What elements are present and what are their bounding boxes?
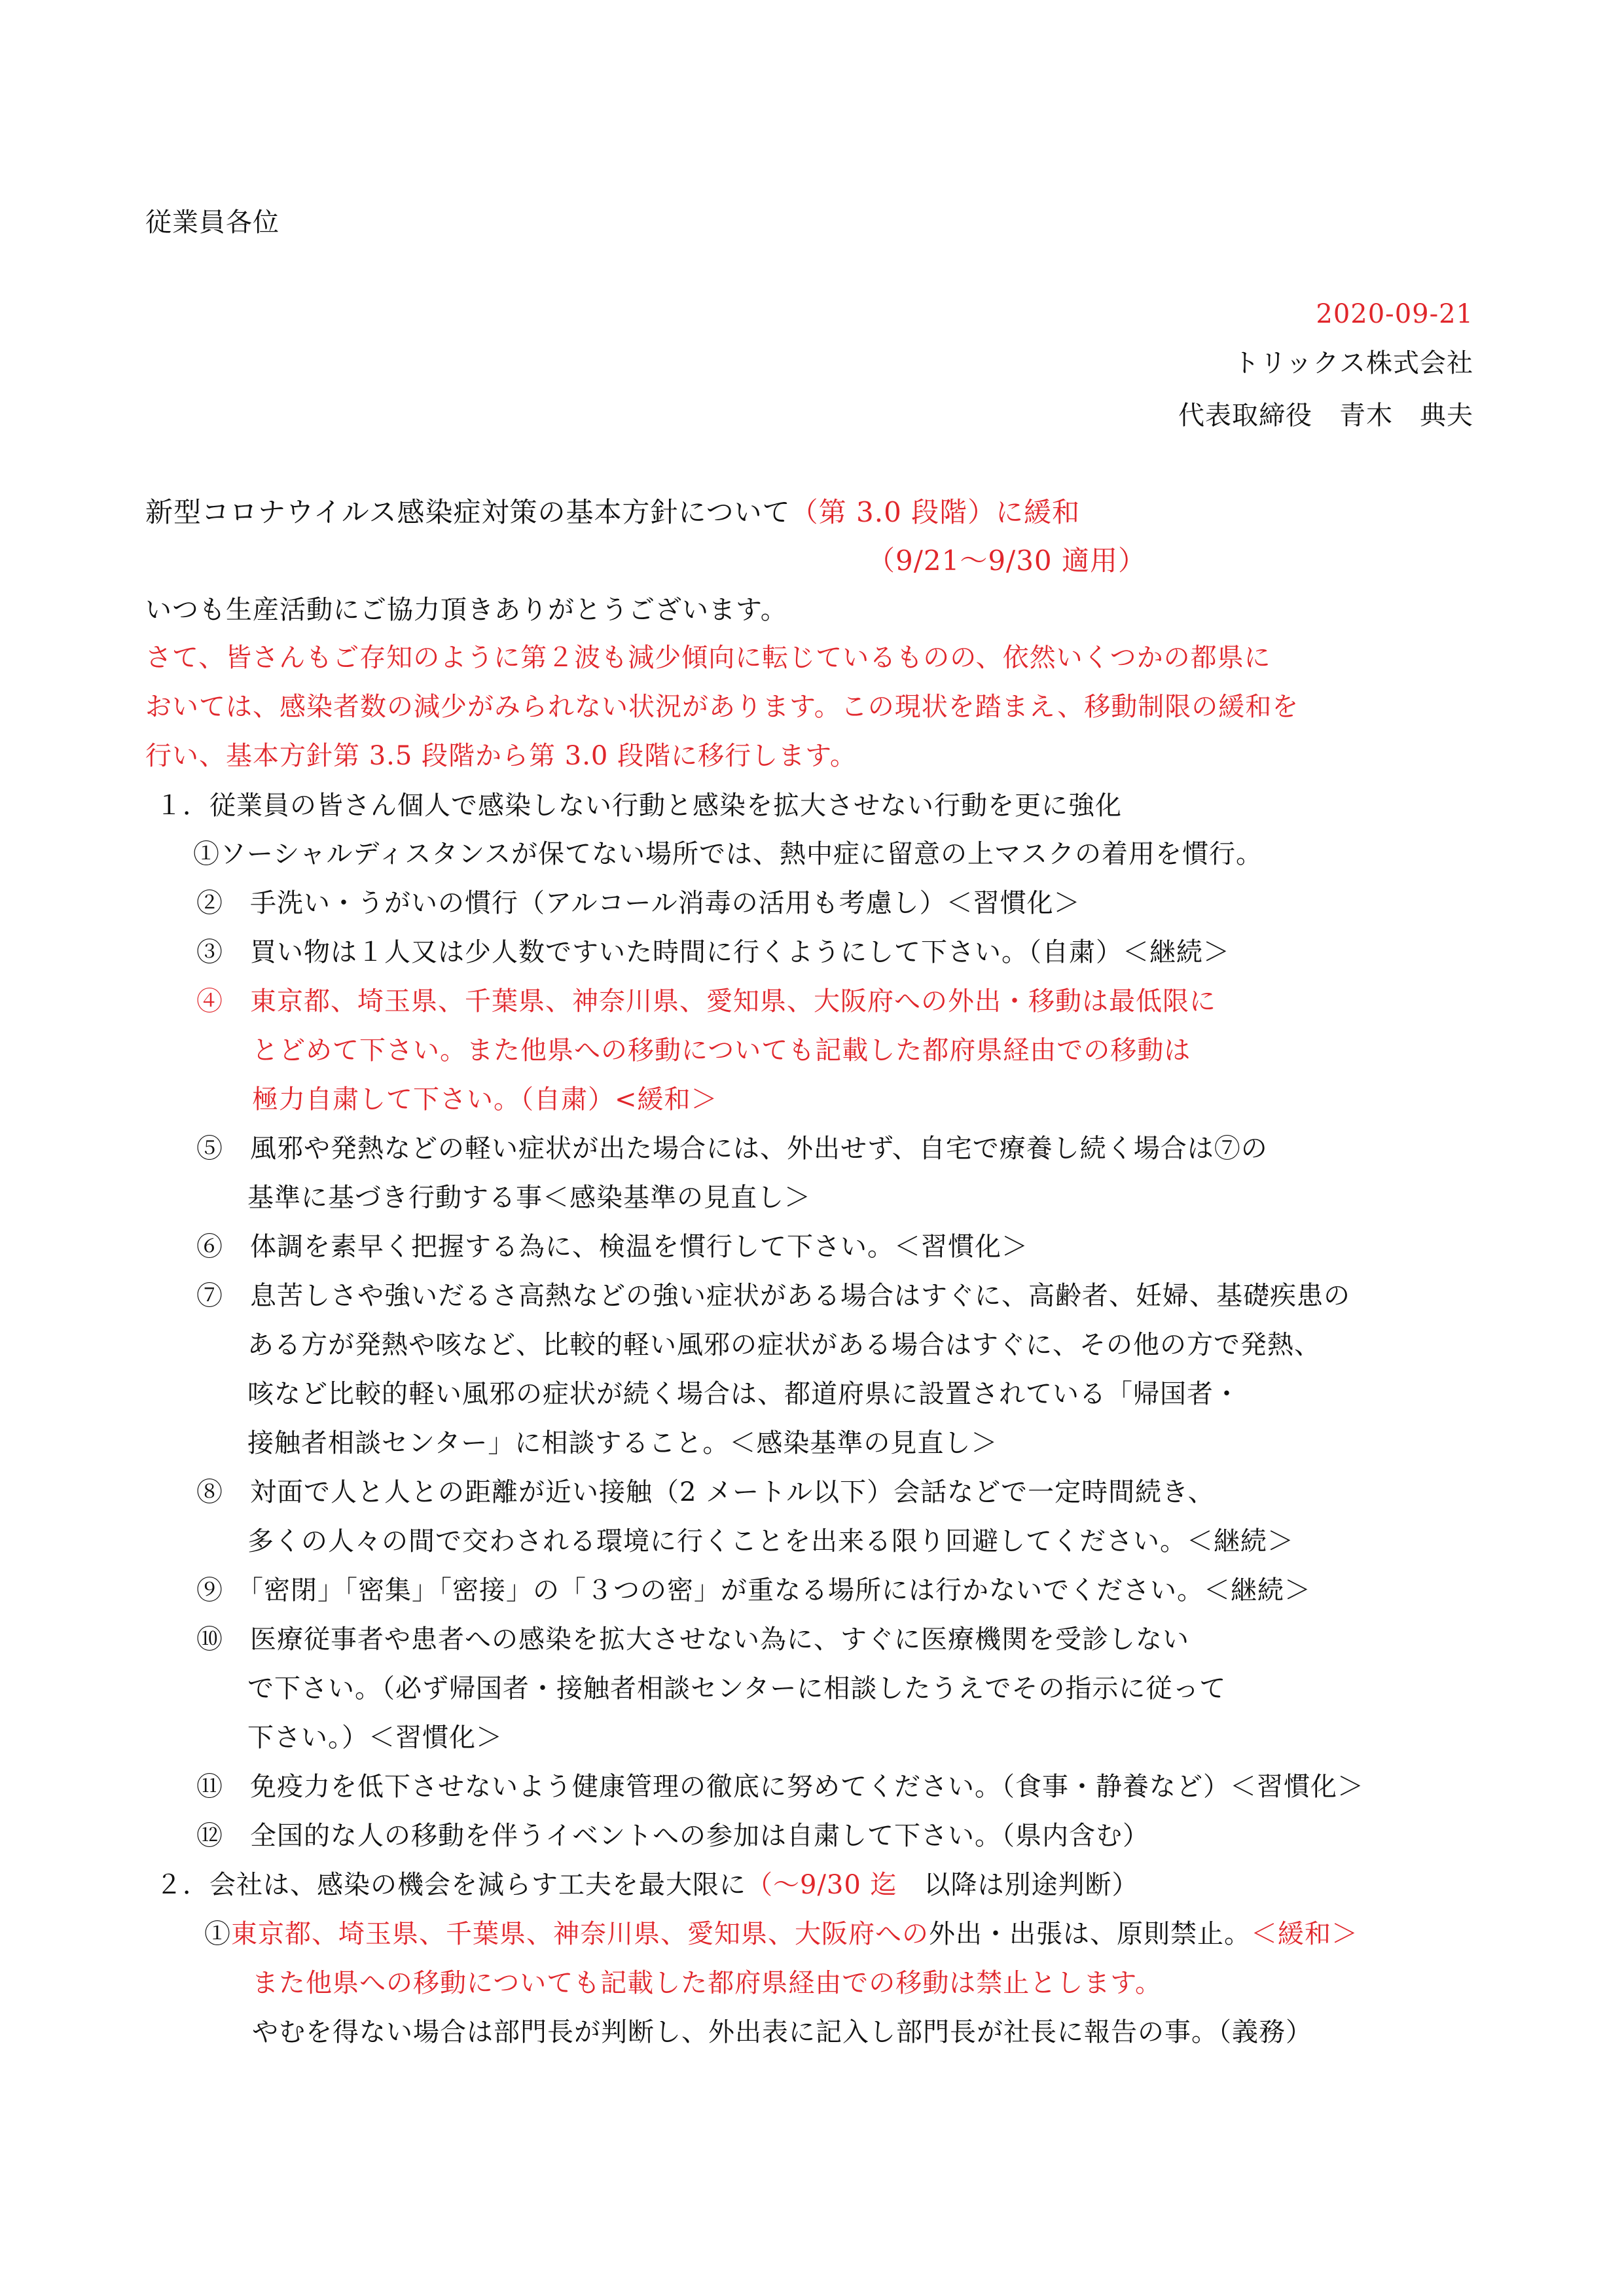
section1-item-8-line-2: 多くの人々の間で交わされる環境に行くことを出来る限り回避してください。＜継続＞ — [247, 1526, 1294, 1556]
title-stage: （第 3.0 段階）に緩和 — [790, 496, 1081, 528]
section2-item-1-line-2: また他県への移動についても記載した都府県経由での移動は禁止とします。 — [252, 1968, 1162, 1998]
section2-heading — [156, 1869, 1139, 1901]
section2-deadline: （～9/30 迄 — [746, 1870, 897, 1900]
section2-heading-note: 以降は別途判断） — [897, 1870, 1139, 1900]
section2-item-1-number: ① — [204, 1919, 231, 1949]
section2-item-1-status: ＜緩和＞ — [1251, 1919, 1358, 1949]
document-date: 2020-09-21 — [1316, 299, 1473, 329]
section2-heading-text: ２．会社は、感染の機会を減らす工夫を最大限に — [156, 1870, 746, 1900]
notice-line-1: さて、皆さんもご存知のように第２波も減少傾向に転じているものの、依然いくつかの都県に — [145, 643, 1271, 673]
signatory: 代表取締役 青木 典夫 — [1178, 401, 1473, 431]
section1-item-6: ⑥ 体調を素早く把握する為に、検温を慣行して下さい。＜習慣化＞ — [196, 1232, 1028, 1262]
section2-item-1-prefectures: 東京都、埼玉県、千葉県、神奈川県、愛知県、大阪府への — [231, 1919, 929, 1949]
section1-item-8-line-1: ⑧ 対面で人と人との距離が近い接触（2 メートル以下）会話などで一定時間続き、 — [196, 1477, 1215, 1507]
section1-item-3: ③ 買い物は１人又は少人数ですいた時間に行くようにして下さい。（自粛）＜継続＞ — [196, 937, 1230, 967]
section1-item-9: ⑨ 「密閉」「密集」「密接」の「３つの密」が重なる場所には行かないでください。＜継続＞ — [196, 1575, 1311, 1605]
company-name: トリックス株式会社 — [1233, 348, 1473, 378]
section1-heading: １．従業員の皆さん個人で感染しない行動と感染を拡大させない行動を更に強化 — [156, 791, 1122, 821]
section1-item-10-line-1: ⑩ 医療従事者や患者への感染を拡大させない為に、すぐに医療機関を受診しない — [196, 1624, 1189, 1655]
section2-item-1-rule: 外出・出張は、原則禁止。 — [929, 1919, 1251, 1949]
section1-item-7-line-2: ある方が発熱や咳など、比較的軽い風邪の症状がある場合はすぐに、その他の方で発熱、 — [247, 1330, 1321, 1360]
section1-item-11: ⑪ 免疫力を低下させないよう健康管理の徹底に努めてください。（食事・静養など）＜習慣化＞ — [196, 1772, 1364, 1802]
section1-item-7-line-1: ⑦ 息苦しさや強いだるさ高熱などの強い症状がある場合はすぐに、高齢者、妊婦、基礎疾患の — [196, 1281, 1350, 1311]
section1-item-7-line-4: 接触者相談センター」に相談すること。＜感染基準の見直し＞ — [247, 1428, 998, 1458]
title-main: 新型コロナウイルス感染症対策の基本方針について — [145, 496, 791, 528]
section1-item-7-line-3: 咳など比較的軽い風邪の症状が続く場合は、都道府県に設置されている「帰国者・ — [247, 1379, 1240, 1409]
title-period: （9/21～9/30 適用） — [867, 545, 1146, 577]
section1-item-10-line-2: で下さい。（必ず帰国者・接触者相談センターに相談したうえでその指示に従って — [247, 1674, 1227, 1704]
section1-item-10-line-3: 下さい。）＜習慣化＞ — [247, 1723, 503, 1753]
notice-line-3: 行い、基本方針第 3.5 段階から第 3.0 段階に移行します。 — [145, 741, 857, 771]
section1-item-5-line-1: ⑤ 風邪や発熱などの軽い症状が出た場合には、外出せず、自宅で療養し続く場合は⑦の — [196, 1134, 1268, 1164]
section1-item-4-line-2: とどめて下さい。また他県への移動についても記載した都府県経由での移動は — [252, 1035, 1191, 1066]
section1-item-4-line-3: 極力自粛して下さい。（自粛）<緩和＞ — [252, 1085, 718, 1115]
notice-line-2: おいては、感染者数の減少がみられない状況があります。この現状を踏まえ、移動制限の緩和を — [145, 692, 1299, 722]
greeting: いつも生産活動にご協力頂きありがとうございます。 — [145, 595, 787, 625]
section2-item-1-line-3: やむを得ない場合は部門長が判断し、外出表に記入し部門長が社長に報告の事。（義務） — [252, 2017, 1312, 2047]
section1-item-1: ①ソーシャルディスタンスが保てない場所では、熱中症に留意の上マスクの着用を慣行。 — [193, 839, 1263, 869]
section1-item-2: ② 手洗い・うがいの慣行（アルコール消毒の活用も考慮し）＜習慣化＞ — [196, 888, 1081, 918]
section1-item-5-line-2: 基準に基づき行動する事＜感染基準の見直し＞ — [247, 1183, 811, 1213]
document-title — [145, 496, 1080, 529]
addressee: 従業員各位 — [145, 207, 280, 238]
section1-item-12: ⑫ 全国的な人の移動を伴うイベントへの参加は自粛して下さい。（県内含む） — [196, 1821, 1149, 1851]
section2-item-1-line-1 — [204, 1918, 1358, 1950]
section1-item-4-line-1: ④ 東京都、埼玉県、千葉県、神奈川県、愛知県、大阪府への外出・移動は最低限に — [196, 986, 1216, 1016]
